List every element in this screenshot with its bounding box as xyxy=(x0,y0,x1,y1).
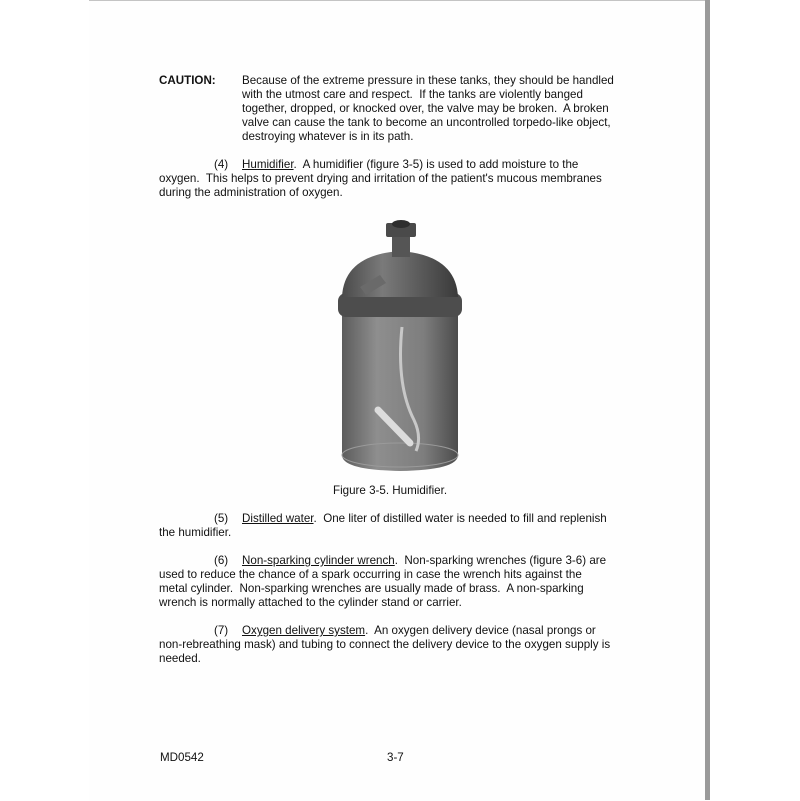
item-term: Humidifier xyxy=(242,158,294,171)
document-id: MD0542 xyxy=(160,751,204,764)
item-term: Oxygen delivery system xyxy=(242,624,366,637)
item-number: (6) xyxy=(214,554,229,567)
humidifier-icon xyxy=(338,220,462,471)
caution-line: Because of the extreme pressure in these tanks, they should be handled xyxy=(242,74,614,87)
item-line: non-rebreathing mask) and tubing to connect the delivery device to the oxygen supply is xyxy=(159,638,611,651)
item-text: . One liter of distilled water is needed to fill and replenish xyxy=(313,512,607,525)
item-term: Distilled water xyxy=(242,512,314,525)
item-text: . A humidifier (figure 3-5) is used to add moisture to the xyxy=(293,158,579,171)
item-term: Non-sparking cylinder wrench xyxy=(242,554,395,567)
caution-body xyxy=(242,74,614,144)
paragraph-oxygen-delivery xyxy=(159,624,610,666)
item-number: (5) xyxy=(214,512,229,525)
item-number: (7) xyxy=(214,624,229,637)
item-line: wrench is normally attached to the cylinder stand or carrier. xyxy=(159,596,462,609)
paragraph-distilled-water xyxy=(159,512,607,540)
item-text: . Non-sparking wrenches (figure 3-6) are xyxy=(394,554,607,567)
item-line: oxygen. This helps to prevent drying and irritation of the patient's mucous membranes xyxy=(159,172,602,185)
paragraph-humidifier xyxy=(159,158,602,200)
item-line: the humidifier. xyxy=(159,526,232,539)
caution-line: valve can cause the tank to become an uncontrolled torpedo-like object, xyxy=(242,116,611,129)
item-line: during the administration of oxygen. xyxy=(159,186,343,199)
caution-line: destroying whatever is in its path. xyxy=(242,130,414,143)
item-line: metal cylinder. Non-sparking wrenches are usually made of brass. A non-sparking xyxy=(159,582,584,595)
humidifier-figure xyxy=(330,215,470,475)
figure-caption: Figure 3-5. Humidifier. xyxy=(333,484,448,497)
page-number: 3-7 xyxy=(387,751,404,764)
caution-line: with the utmost care and respect. If the tanks are violently banged xyxy=(242,88,583,101)
item-line: used to reduce the chance of a spark occurring in case the wrench hits against the xyxy=(159,568,582,581)
paragraph-wrench xyxy=(159,554,606,610)
item-line: needed. xyxy=(159,652,201,665)
item-number: (4) xyxy=(214,158,229,171)
item-text: . An oxygen delivery device (nasal prongs or xyxy=(365,624,596,637)
caution-line: together, dropped, or knocked over, the valve may be broken. A broken xyxy=(242,102,609,115)
caution-label: CAUTION: xyxy=(159,74,216,87)
scrollbar-edge[interactable] xyxy=(705,0,710,800)
